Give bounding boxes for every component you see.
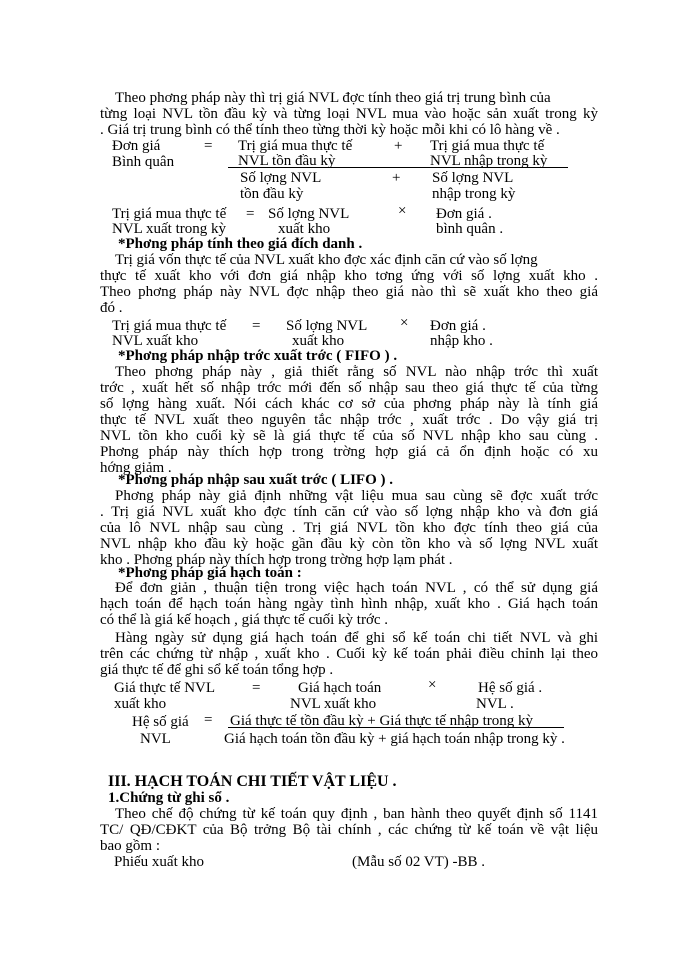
paragraph-line: hạch toán để hạch toán hàng ngày tình hình nhập, xuất kho . Giá hạch toán	[100, 596, 598, 612]
formula-label: NVL xuất kho	[112, 333, 199, 349]
formula-term: NVL xuất kho	[290, 696, 377, 712]
chapter-heading: III. HẠCH TOÁN CHI TIẾT VẬT LIỆU .	[108, 773, 397, 790]
section-heading: *Phơng pháp tính theo giá đích danh .	[118, 236, 363, 252]
formula-label: Bình quân	[112, 154, 175, 170]
paragraph-line: hớng giảm .	[100, 460, 172, 476]
formula-term: NVL .	[476, 696, 514, 712]
formula-denominator: Giá hạch toán tồn đầu kỳ + giá hạch toán nhập trong kỳ .	[224, 731, 565, 747]
paragraph-line: thực tế xuất kho với đơn giá nhập kho tơng ứng với số lợng xuất kho .	[100, 268, 598, 284]
formula-label: Đơn giá	[112, 138, 161, 154]
times-sign: ×	[400, 315, 409, 331]
plus-sign: +	[392, 170, 401, 186]
formula-term: xuất kho	[292, 333, 345, 349]
formula-term: bình quân .	[436, 221, 504, 237]
paragraph-line: trên các chứng từ nhập , xuất kho . Cuối kỳ kế toán phải điều chỉnh lại theo	[100, 646, 598, 662]
paragraph-line: Trị giá vốn thực tế của NVL xuất kho đợc xác định căn cứ vào số lợng	[115, 252, 538, 268]
formula-term: xuất kho	[278, 221, 331, 237]
equals-sign: =	[204, 712, 213, 728]
formula-term: Giá hạch toán	[298, 680, 382, 696]
paragraph-line: có thể là giá kế hoạch , giá thực tế cuối kỳ trớc .	[100, 612, 389, 628]
paragraph-line: từng loại NVL tồn đầu kỳ và từng loại NVL mua vào hoặc sản xuất trong kỳ	[100, 106, 598, 122]
paragraph-line: Phơng pháp này thích hợp trong trờng hợp giá cả ổn định hoặc có xu	[100, 444, 598, 460]
fraction-bar	[228, 727, 564, 728]
equals-sign: =	[252, 318, 261, 334]
paragraph-line: kho . Phơng pháp này thích hợp trong trờng hợp lạm phát .	[100, 552, 453, 568]
formula-term: Đơn giá .	[430, 318, 486, 334]
formula-label: Giá thực tế NVL	[114, 680, 216, 696]
formula-numerator: Trị giá mua thực tế	[238, 138, 353, 154]
formula-denominator: tồn đầu kỳ	[240, 186, 304, 202]
paragraph-line: của lô NVL nhập sau cùng . Trị giá NVL tồn kho đợc tính theo giá của	[100, 520, 598, 536]
paragraph-line: Hàng ngày sử dụng giá hạch toán để ghi sổ kế toán chi tiết NVL và ghi	[115, 630, 598, 646]
formula-numerator: NVL nhập trong kỳ	[430, 153, 548, 169]
formula-numerator: NVL tồn đầu kỳ	[238, 153, 336, 169]
section-heading: *Phơng pháp nhập sau xuất trớc ( LIFO ) .	[118, 472, 394, 488]
times-sign: ×	[428, 677, 437, 693]
paragraph-line: số lợng hàng xuất. Nói cách khác cơ sở của phơng pháp này là tính giá	[100, 396, 598, 412]
fraction-bar	[228, 167, 568, 168]
formula-denominator: Số lợng NVL	[432, 170, 514, 186]
formula-term: Số lợng NVL	[268, 206, 350, 222]
paragraph-line: NVL nhập kho đầu kỳ hoặc gần đầu kỳ còn tồn kho và số lợng NVL xuất	[100, 536, 598, 552]
formula-label: Trị giá mua thực tế	[112, 206, 227, 222]
formula-numerator: Giá thực tế tồn đầu kỳ + Giá thực tế nhập trong kỳ	[230, 713, 533, 729]
paragraph-line: đó .	[100, 300, 123, 316]
formula-term: Số lợng NVL	[286, 318, 368, 334]
formula-term: Đơn giá .	[436, 206, 492, 222]
paragraph-line: thực tế NVL xuất theo nguyên tắc nhập trớc , xuất trớc . Do vậy giá trị	[100, 412, 598, 428]
form-code: (Mẫu số 02 VT) -BB .	[352, 854, 486, 870]
formula-denominator: Số lợng NVL	[240, 170, 322, 186]
subsection-heading: 1.Chứng từ ghi sổ .	[108, 790, 230, 806]
paragraph-line: Theo phơng pháp này thì trị giá NVL đợc tính theo giá trị trung bình của	[115, 90, 551, 106]
formula-label: xuất kho	[114, 696, 167, 712]
form-name: Phiếu xuất kho	[114, 854, 204, 870]
formula-denominator: nhập trong kỳ	[432, 186, 516, 202]
paragraph-line: NVL tồn kho cuối kỳ sẽ là giá thực tế của số NVL nhập kho sau cùng .	[100, 428, 598, 444]
paragraph-line: TC/ QĐ/CĐKT của Bộ trởng Bộ tài chính , các chứng từ kế toán về vật liệu	[100, 822, 598, 838]
equals-sign: =	[204, 138, 213, 154]
paragraph-line: Để đơn giản , thuận tiện trong việc hạch toán NVL , có thể sử dụng giá	[115, 580, 598, 596]
formula-numerator: Trị giá mua thực tế	[430, 138, 545, 154]
paragraph-line: Theo phơng pháp này , giả thiết rằng số NVL nào nhập trớc thì xuất	[115, 364, 598, 380]
plus-sign: +	[394, 138, 403, 154]
paragraph-line: Phơng pháp này giả định những vật liệu mua sau cùng sẽ đợc xuất trớc	[115, 488, 598, 504]
paragraph-line: Theo chế độ chứng từ kế toán quy định , ban hành theo quyết định số 1141	[115, 806, 598, 822]
formula-label: NVL	[140, 731, 171, 747]
section-heading: *Phơng pháp giá hạch toán :	[118, 565, 302, 581]
paragraph-line: Theo phơng pháp này NVL đợc nhập theo giá nào thì sẽ xuất kho theo giá	[100, 284, 598, 300]
equals-sign: =	[252, 680, 261, 696]
formula-term: nhập kho .	[430, 333, 493, 349]
section-heading: *Phơng pháp nhập trớc xuất trớc ( FIFO ) .	[118, 348, 398, 364]
paragraph-line: . Giá trị trung bình có thể tính theo từng thời kỳ hoặc mỗi khi có lô hàng về .	[100, 122, 560, 138]
formula-label: Hệ số giá	[132, 714, 189, 730]
formula-label: NVL xuất trong kỳ	[112, 221, 227, 237]
formula-term: Hệ số giá .	[478, 680, 543, 696]
equals-sign: =	[246, 206, 255, 222]
paragraph-line: bao gồm :	[100, 838, 160, 854]
paragraph-line: giá thực tế để ghi sổ kế toán tổng hợp .	[100, 662, 334, 678]
paragraph-line: . Trị giá NVL xuất kho đợc tính căn cứ vào số lợng nhập kho và đơn giá	[100, 504, 598, 520]
times-sign: ×	[398, 203, 407, 219]
formula-label: Trị giá mua thực tế	[112, 318, 227, 334]
paragraph-line: trớc , xuất hết số nhập trớc mới đến số nhập sau theo giá thực tế của từng	[100, 380, 598, 396]
